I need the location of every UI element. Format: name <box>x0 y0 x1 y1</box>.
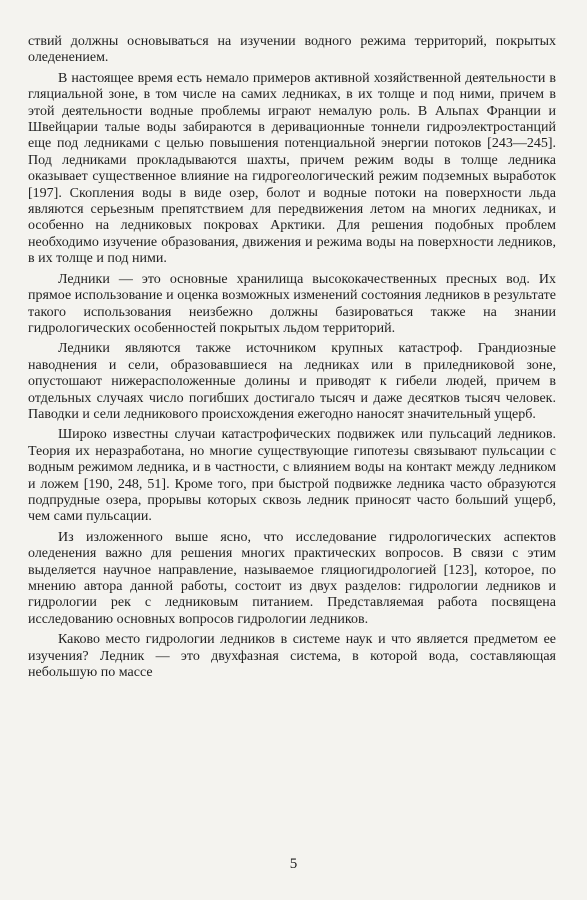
paragraph: Широко известны случаи катастрофических подвижек или пульсаций ледников. Теория их неразработана, но многие существующие гипотезы связывают пульсации с водным режимом ледника, и в частности, с влиянием воды на контакт между ледником и ложем [190, 248, 51]. Кроме того, при быстрой подвижке ледника часто образуются подпрудные озера, прорывы которых сквозь ледник приносят часто больший ущерб, чем сами пульсации. <box>28 427 556 525</box>
paragraph: Ледники являются также источником крупных катастроф. Грандиозные наводнения и сели, образовавшиеся на ледниках или в приледниковой зоне, опустошают нижерасположенные долины и приводят к гибели людей, причем в отдельных случаях число погибших достигало тысяч и даже десятков тысяч человек. Паводки и сели ледникового происхождения ежегодно наносят значительный ущерб. <box>28 341 556 422</box>
body-text <box>28 34 556 681</box>
paragraph: В настоящее время есть немало примеров активной хозяйственной деятельности в гляциальной зоне, в том числе на самих ледниках, в их толще и под ними, причем в этой деятельности водные проблемы играют немалую роль. В Альпах Франции и Швейцарии талые воды забираются в деривационные тоннели гидроэлектростанций еще под ледниками с целью повышения потенциальной энергии потоков [243—245]. Под ледниками прокладываются шахты, причем режим воды в толще ледника оказывает существенное влияние на гидрогеологический режим подземных выработок [197]. Скопления воды в виде озер, болот и водные потоки на поверхности льда являются серьезным препятствием для передвижения летом на многих ледниках, и особенно на ледниковых покровах Арктики. Для решения подобных проблем необходимо изучение образования, движения и режима воды на поверхности ледников, в их толще и под ними. <box>28 70 556 267</box>
page-number: 5 <box>289 856 298 872</box>
paragraph: Ледники — это основные хранилища высококачественных пресных вод. Их прямое использование и оценка возможных изменений состояния ледников в результате такого использования неизбежно должны базироваться также на знании гидрологических особенностей покрытых льдом территорий. <box>28 271 556 336</box>
paragraph-continuation: ствий должны основываться на изучении водного режима территорий, покрытых оледенением. <box>28 34 556 66</box>
paragraph: Из изложенного выше ясно, что исследование гидрологических аспектов оледенения важно для решения многих практических вопросов. В связи с этим выделяется научное направление, называемое гляциогидрологией [123], которое, по мнению автора данной работы, состоит из двух разделов: гидрологии ледников и гидрологии рек с ледниковым питанием. Представляемая работа посвящена исследованию основных вопросов гидрологии ледников. <box>28 529 556 627</box>
paragraph: Каково место гидрологии ледников в системе наук и что является предметом ее изучения? Ледник — это двухфазная система, в которой вода, составляющая небольшую по массе <box>28 632 556 681</box>
